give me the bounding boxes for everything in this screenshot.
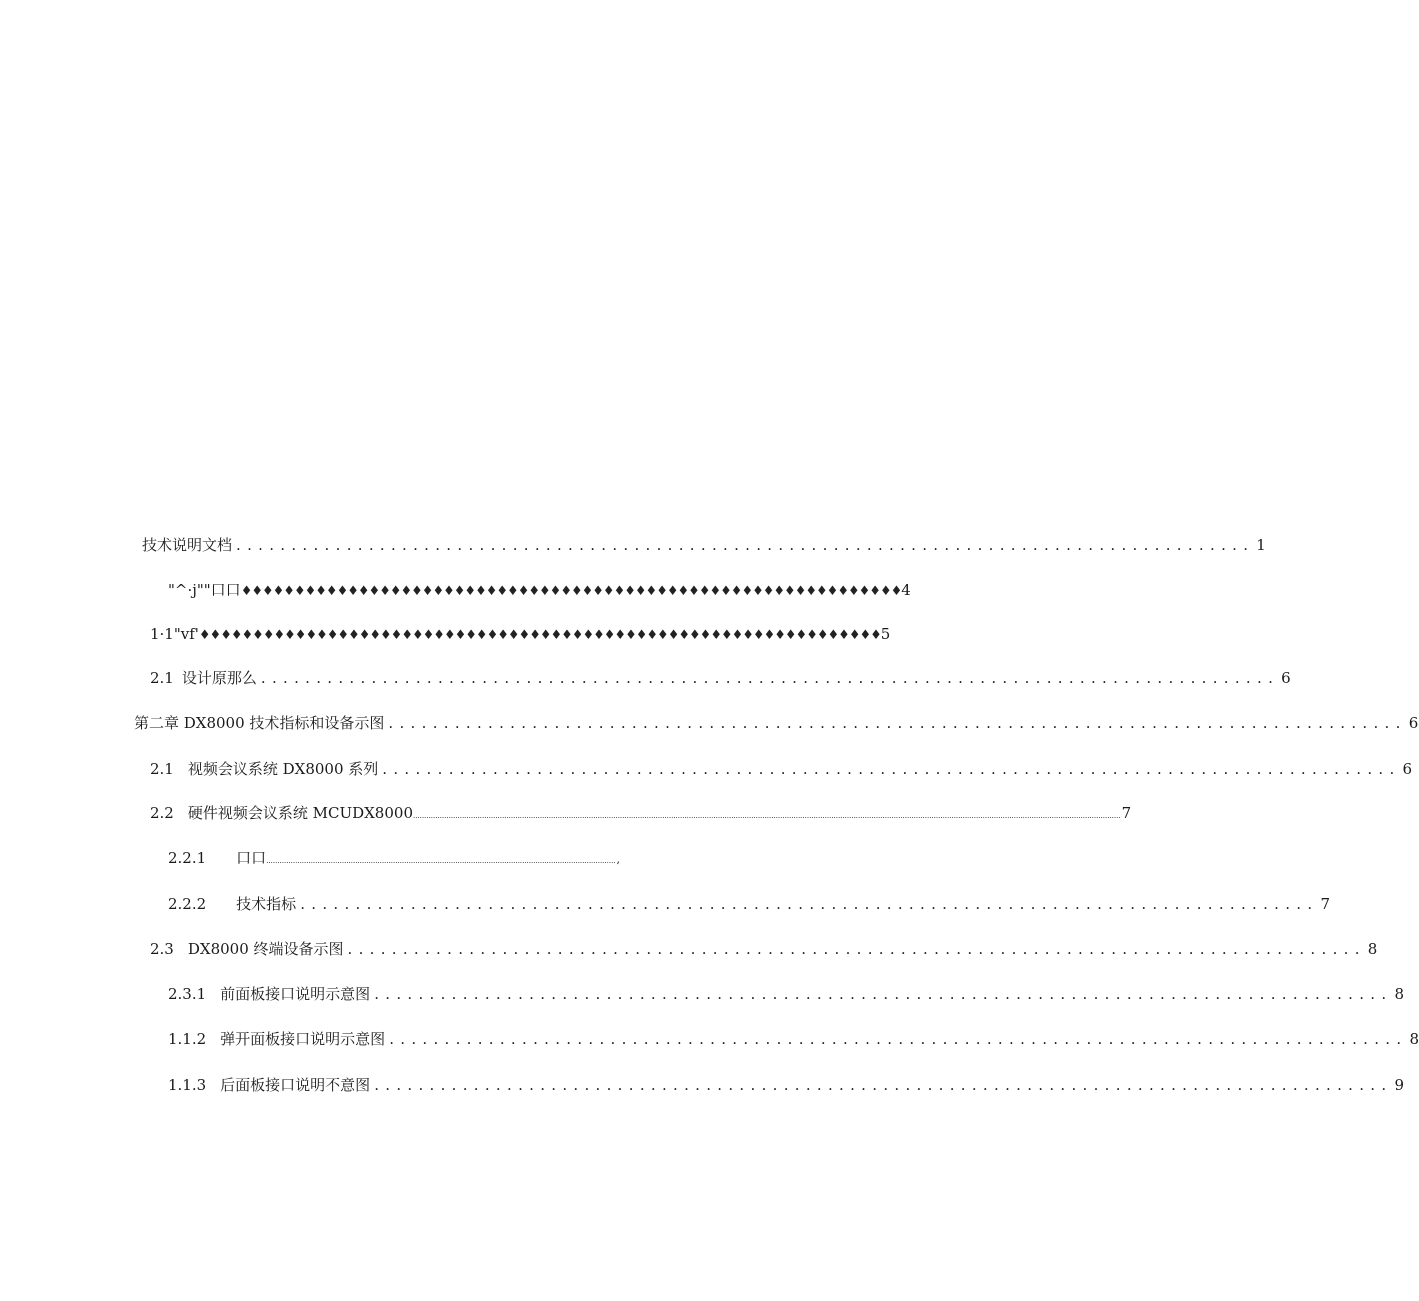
toc-entry-title: DX8000 终端设备示图	[187, 940, 344, 958]
toc-entry-page: 8	[1409, 1030, 1419, 1048]
toc-entry-page: 8	[1367, 940, 1378, 958]
dot-leader: ..............................................................................................................................................................................................................................................................................................................................	[413, 812, 1121, 820]
toc-entry-title: 第二章 DX8000 技术指标和设备示图	[134, 714, 385, 732]
toc-entry-page: ,	[616, 853, 621, 866]
toc-entry-page: 8	[1394, 985, 1404, 1003]
toc-entry-title: 口口	[236, 849, 267, 867]
toc-entry-2-2-1[interactable]	[168, 848, 621, 871]
toc-entry-number: 2.2	[150, 804, 174, 822]
dot-leader: ............................................................................................	[300, 895, 1319, 913]
toc-entry-title: 前面板接口说明示意图	[220, 985, 371, 1003]
dot-leader: ............................................................................................	[388, 714, 1407, 732]
toc-entry-title: 视频会议系统 DX8000 系列	[187, 760, 379, 778]
toc-entry-title: "^·j""口口	[168, 581, 241, 599]
toc-entry-title: 1·1"vf'	[150, 625, 199, 643]
toc-entry-page: 7	[1320, 895, 1330, 913]
toc-entry-technical-doc[interactable]	[142, 535, 1266, 555]
toc-entry-page: 6	[1281, 669, 1291, 687]
toc-entry-hardware-mcu[interactable]	[150, 803, 1132, 826]
toc-entry-page: 4	[901, 581, 911, 599]
toc-entry-number: 2.2.2	[168, 895, 207, 913]
toc-entry-number: 2.1	[150, 760, 174, 778]
toc-entry-garbled-2[interactable]	[150, 624, 891, 646]
toc-entry-number: 1.1.2	[168, 1030, 207, 1048]
dot-leader: ............................................................................................	[389, 1030, 1408, 1048]
toc-entry-chapter-two[interactable]	[134, 713, 1419, 733]
toc-entry-popup-panel[interactable]	[168, 1029, 1419, 1049]
toc-entry-page: 5	[880, 625, 891, 643]
dot-leader: ............................................................................................	[260, 669, 1280, 687]
toc-entry-page: 7	[1121, 804, 1132, 822]
toc-entry-title: 硬件视频会议系统 MCUDX8000	[187, 804, 413, 822]
diamond-leader: ♦♦♦♦♦♦♦♦♦♦♦♦♦♦♦♦♦♦♦♦♦♦♦♦♦♦♦♦♦♦♦♦♦♦♦♦♦♦♦♦♦♦♦♦♦♦♦♦♦♦♦♦♦♦♦♦♦♦♦♦♦♦	[240, 584, 902, 599]
toc-entry-title: 技术说明文档	[142, 536, 233, 554]
toc-entry-terminal-diagram[interactable]	[150, 939, 1378, 959]
toc-entry-technical-specs[interactable]	[168, 894, 1330, 914]
toc-entry-title: 弹开面板接口说明示意图	[220, 1030, 386, 1048]
toc-entry-title: 技术指标	[236, 895, 297, 913]
toc-entry-page: 6	[1408, 714, 1419, 732]
dot-leader: ............................................................................................	[347, 940, 1366, 958]
toc-entry-page: 1	[1256, 536, 1266, 554]
dot-leader: ............................................................................................	[236, 536, 1255, 554]
toc-entry-video-conf-series[interactable]	[150, 759, 1413, 779]
dot-leader: ............................................................................................	[374, 985, 1393, 1003]
toc-entry-design-principles[interactable]	[150, 668, 1291, 688]
toc-entry-page: 9	[1394, 1076, 1404, 1094]
toc-entry-front-panel[interactable]	[168, 984, 1404, 1004]
dot-leader: .............................................................................................................................................................	[266, 857, 616, 865]
toc-entry-rear-panel[interactable]	[168, 1075, 1404, 1095]
toc-entry-garbled-1[interactable]	[168, 580, 911, 602]
toc-entry-title: 设计原那么	[181, 669, 257, 687]
toc-entry-number: 1.1.3	[168, 1076, 207, 1094]
dot-leader: ............................................................................................	[374, 1076, 1393, 1094]
diamond-leader: ♦♦♦♦♦♦♦♦♦♦♦♦♦♦♦♦♦♦♦♦♦♦♦♦♦♦♦♦♦♦♦♦♦♦♦♦♦♦♦♦♦♦♦♦♦♦♦♦♦♦♦♦♦♦♦♦♦♦♦♦♦♦♦♦	[198, 628, 881, 643]
dot-leader: ............................................................................................	[382, 760, 1401, 778]
toc-entry-number: 2.1	[150, 669, 174, 687]
toc-entry-title: 后面板接口说明不意图	[220, 1076, 371, 1094]
toc-entry-number: 2.2.1	[168, 849, 207, 867]
toc-entry-page: 6	[1402, 760, 1413, 778]
toc-entry-number: 2.3	[150, 940, 174, 958]
toc-entry-number: 2.3.1	[168, 985, 207, 1003]
